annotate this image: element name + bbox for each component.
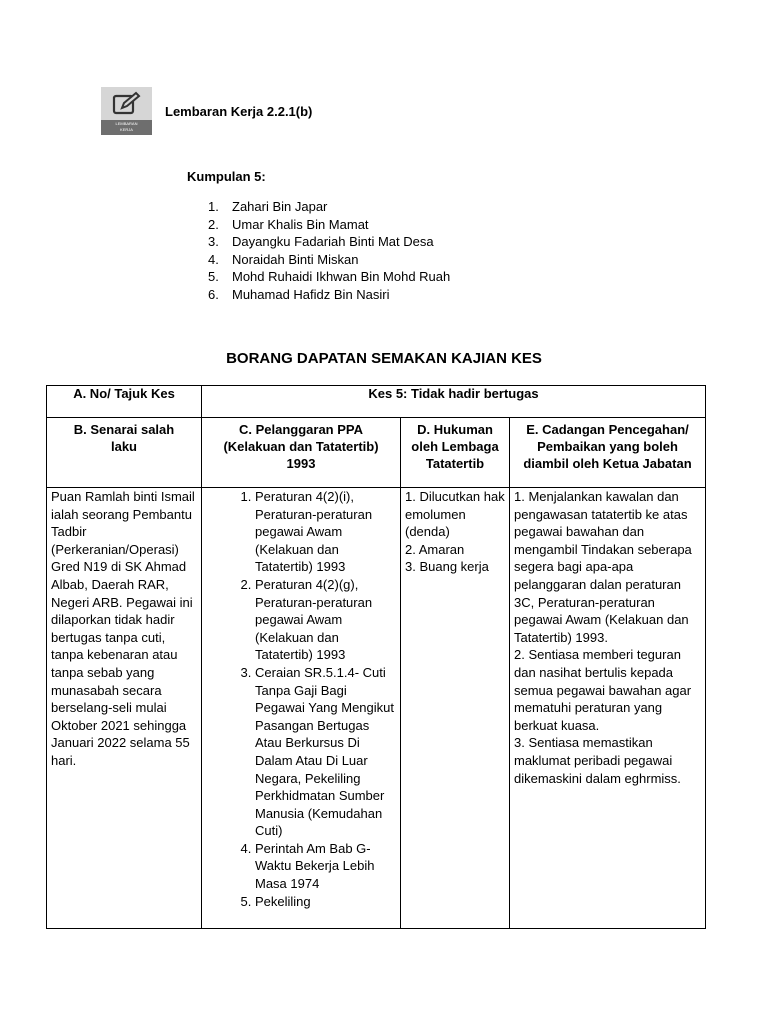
list-item: 5. Pekeliling bbox=[255, 893, 400, 911]
list-item: 2. Peraturan 4(2)(g), Peraturan-peraturan pegawai Awam (Kelakuan dan Tatatertib) 1993 bbox=[255, 576, 400, 664]
column-header-e: E. Cadangan Pencegahan/ Pembaikan yang boleh diambil oleh Ketua Jabatan bbox=[510, 418, 706, 488]
list-item: 3. Buang kerja bbox=[405, 559, 489, 575]
logo-label: LEMBARAN KERJA bbox=[101, 120, 152, 135]
member-list bbox=[208, 198, 450, 304]
group-title: Kumpulan 5: bbox=[187, 169, 266, 184]
worksheet-logo bbox=[101, 87, 152, 135]
list-item: 2. Umar Khalis Bin Mamat bbox=[208, 216, 369, 232]
case-table bbox=[46, 385, 706, 929]
table-row bbox=[47, 418, 706, 488]
list-item: 3. Dayangku Fadariah Binti Mat Desa bbox=[208, 234, 434, 250]
table-row bbox=[47, 386, 706, 418]
list-item: 1. Menjalankan kawalan dan pengawasan tatatertib ke atas pegawai bawahan dan mengambil Tindakan seberapa segera bagi apa-apa pelanggaran dalan peraturan 3C, Peraturan-peraturan pegawai Awam (Kelakuan dan Tatatertib) 1993. bbox=[514, 489, 692, 645]
list-item: 5. Mohd Ruhaidi Ikhwan Bin Mohd Ruah bbox=[208, 269, 451, 285]
list-item: 6. Muhamad Hafidz Bin Nasiri bbox=[208, 286, 390, 302]
list-item: 2. Amaran bbox=[405, 541, 465, 557]
edit-icon bbox=[112, 91, 142, 117]
regulation-list bbox=[202, 488, 401, 929]
list-item: 4. Noraidah Binti Miskan bbox=[208, 251, 359, 267]
list-item: 2. Sentiasa memberi teguran dan nasihat bertulis kepada semua pegawai bawahan agar mematuhi peraturan yang berkuat kuasa. bbox=[514, 647, 692, 733]
list-item: 3. Sentiasa memastikan maklumat peribadi pegawai dikemaskini dalam eghrmiss. bbox=[514, 735, 681, 786]
header-case-name: Kes 5: Tidak hadir bertugas bbox=[202, 386, 706, 418]
form-title: BORANG DAPATAN SEMAKAN KAJIAN KES bbox=[226, 350, 542, 367]
list-item: 1. Zahari Bin Japar bbox=[208, 199, 328, 214]
list-item: 4. Perintah Am Bab G- Waktu Bekerja Lebih Masa 1974 bbox=[255, 840, 400, 893]
column-header-b: B. Senarai salah laku bbox=[47, 418, 202, 488]
worksheet-title: Lembaran Kerja 2.2.1(b) bbox=[165, 104, 313, 119]
misconduct-description: Puan Ramlah binti Ismail ialah seorang Pembantu Tadbir (Perkeranian/Operasi) Gred N19 di SK Ahmad Albab, Daerah RAR, Negeri ARB. Pegawai ini dilaporkan tidak hadir bertugas tanpa cuti, tanpa kebenaran atau tanpa sebab yang munasabah secara berselang-seli mulai Oktober 2021 sehingga Januari 2022 selama 55 hari. bbox=[47, 488, 202, 929]
penalty-list bbox=[401, 488, 510, 929]
column-header-c: C. Pelanggaran PPA (Kelakuan dan Tatatertib) 1993 bbox=[202, 418, 401, 488]
list-item: 1. Peraturan 4(2)(i), Peraturan-peraturan pegawai Awam (Kelakuan dan Tatatertib) 1993 bbox=[255, 488, 400, 576]
header-case-title: A. No/ Tajuk Kes bbox=[47, 386, 202, 418]
column-header-d: D. Hukuman oleh Lembaga Tatatertib bbox=[401, 418, 510, 488]
list-item: 3. Ceraian SR.5.1.4- Cuti Tanpa Gaji Bagi Pegawai Yang Mengikut Pasangan Bertugas Atau Berkursus Di Dalam Atau Di Luar Negara, Pekeliling Perkhidmatan Sumber Manusia (Kemudahan Cuti) bbox=[255, 664, 400, 840]
prevention-list bbox=[510, 488, 706, 929]
table-row bbox=[47, 488, 706, 929]
list-item: 1. Dilucutkan hak emolumen (denda) bbox=[405, 489, 505, 540]
